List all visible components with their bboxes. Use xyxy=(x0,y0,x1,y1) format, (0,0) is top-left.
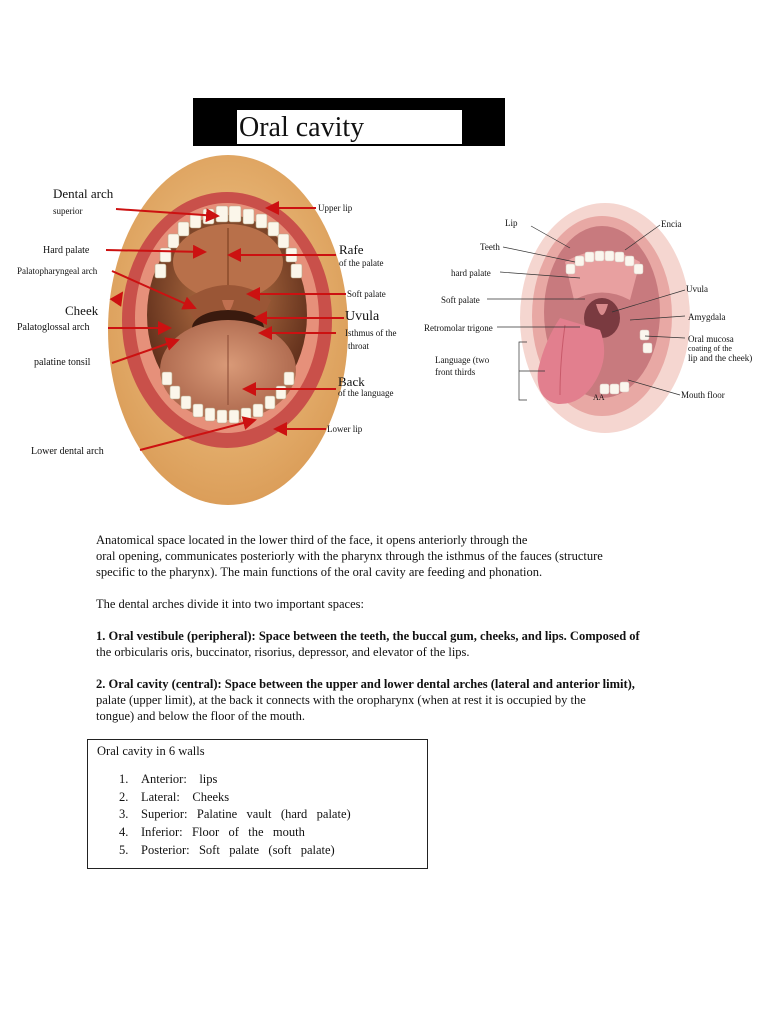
label-lower-dental-arch: Lower dental arch xyxy=(31,446,104,457)
label-of-the-language: of the language xyxy=(338,388,394,398)
cavity-line-2: palate (upper limit), at the back it connects with the oropharynx (when at rest it is occupied by the xyxy=(96,693,586,707)
label-soft-palate-left: Soft palate xyxy=(347,289,386,299)
vestibule-line-2: the orbicularis oris, buccinator, risorius, depressor, and elevator of the lips. xyxy=(96,645,470,659)
label-lower-lip: Lower lip xyxy=(327,424,363,434)
label-aa: AA xyxy=(593,393,605,402)
cavity-heading: 2. Oral cavity (central): Space between the upper and lower dental arches (lateral and anterior limit), xyxy=(96,677,635,691)
cavity-paragraph xyxy=(96,676,681,724)
intro-line-3: specific to the pharynx). The main functions of the oral cavity are feeding and phonation. xyxy=(96,565,543,579)
label-mouth-floor: Mouth floor xyxy=(681,390,725,400)
label-teeth: Teeth xyxy=(480,242,500,252)
label-palatoglossal-arch: Palatoglossal arch xyxy=(17,322,90,333)
wall-item: 2. Lateral: Cheeks xyxy=(119,790,230,804)
label-isthmus-1: Isthmus of the xyxy=(345,328,397,338)
cavity-line-3: tongue) and below the floor of the mouth. xyxy=(96,709,305,723)
intro-line-2: oral opening, communicates posteriorly with the pharynx through the isthmus of the fauces (structure xyxy=(96,549,603,563)
label-soft-palate-right: Soft palate xyxy=(441,295,480,305)
wall-item: 5. Posterior: Soft palate (soft palate) xyxy=(119,843,335,857)
label-superior: superior xyxy=(53,206,83,216)
wall-item: 4. Inferior: Floor of the mouth xyxy=(119,825,305,839)
label-language-1: Language (two xyxy=(435,355,490,365)
label-oral-mucosa-1: Oral mucosa xyxy=(688,334,734,344)
divide-line: The dental arches divide it into two important spaces: xyxy=(96,597,364,611)
intro-paragraph xyxy=(96,532,681,580)
wall-item: 3. Superior: Palatine vault (hard palate) xyxy=(119,807,351,821)
label-of-the-palate: of the palate xyxy=(339,258,384,268)
label-uvula-right: Uvula xyxy=(686,284,708,294)
label-encia: Encia xyxy=(661,219,682,229)
wall-item: 1. Anterior: lips xyxy=(119,772,218,786)
divide-paragraph xyxy=(96,596,681,612)
label-back: Back xyxy=(338,374,365,389)
walls-box xyxy=(87,739,428,869)
label-hard-palate-right: hard palate xyxy=(451,268,491,278)
mouth-tongue-illustration xyxy=(0,150,768,450)
label-upper-lip: Upper lip xyxy=(318,203,353,213)
label-oral-mucosa-3: lip and the cheek) xyxy=(688,353,753,363)
intro-line-1: Anatomical space located in the lower third of the face, it opens anteriorly through the xyxy=(96,533,528,547)
label-palatine-tonsil: palatine tonsil xyxy=(34,357,91,368)
label-lip: Lip xyxy=(505,218,518,228)
label-amygdala: Amygdala xyxy=(688,312,726,322)
label-isthmus-2: throat xyxy=(348,341,369,351)
label-palatopharyngeal-arch: Palatopharyngeal arch xyxy=(17,266,98,276)
label-language-2: front thirds xyxy=(435,367,476,377)
vestibule-paragraph xyxy=(96,628,681,660)
vestibule-heading: 1. Oral vestibule (peripheral): Space between the teeth, the buccal gum, cheeks, and lips. Composed of xyxy=(96,629,640,643)
label-cheek: Cheek xyxy=(65,303,99,318)
label-uvula-left: Uvula xyxy=(345,309,380,324)
label-oral-mucosa-2: coating of the xyxy=(688,344,732,353)
label-retromolar-trigone: Retromolar trigone xyxy=(424,323,493,333)
page-title: Oral cavity xyxy=(237,110,462,144)
label-hard-palate-left: Hard palate xyxy=(43,245,90,256)
walls-box-title: Oral cavity in 6 walls xyxy=(97,744,205,758)
label-rafe: Rafe xyxy=(339,242,364,257)
label-dental-arch: Dental arch xyxy=(53,186,114,201)
